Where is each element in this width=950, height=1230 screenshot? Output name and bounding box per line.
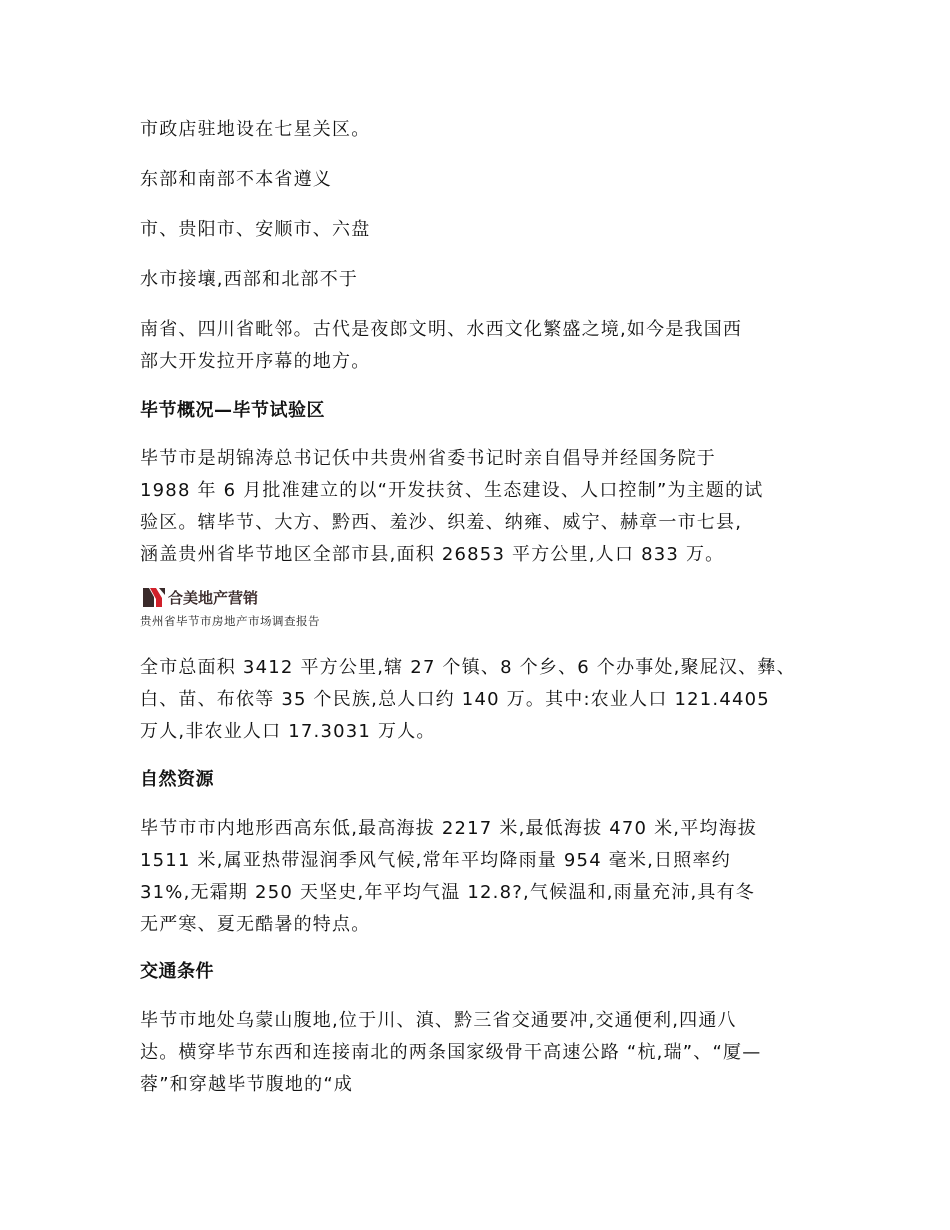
company-logo-mark-icon bbox=[142, 586, 166, 608]
company-logo bbox=[142, 585, 262, 609]
transport-paragraph: 毕节市地处乌蒙山腹地,位于川、滇、黔三省交通要冲,交通便利,四通八 达。横穿毕节东西和连接南北的两条国家级骨干高速公路 “杭,瑞”、“厦— 蓉”和穿越毕节腹地的“成 bbox=[140, 1010, 762, 1095]
intro-line-3: 市、贵阳市、安顺市、六盘 bbox=[140, 219, 371, 240]
company-logo-text: 合美地产营销 bbox=[168, 588, 259, 607]
intro-line-2: 东部和南部不本省遵义 bbox=[140, 169, 332, 190]
resources-paragraph: 毕节市市内地形西高东低,最高海拔 2217 米,最低海拔 470 米,平均海拔 1511 米,属亚热带湿润季风气候,常年平均降雨量 954 毫米,日照率约 31%,无霜期 250 天坚史,年平均气温 12.8?,气候温和,雨量充沛,具有冬 无严寒、夏无酷暑的特点。 bbox=[140, 818, 758, 935]
overview-paragraph: 毕节市是胡锦涛总书记仸中共贵州省委书记时亲自倡导并经国务院于 1988 年 6 月批准建立的以“开发扶贫、生态建设、人口控制”为主题的试 验区。辖毕节、大方、黔西、羞沙、织羞、纳雍、威宁、赫章一市七县, 涵盖贵州省毕节地区全部市县,面积 26853 平方公里,人口 833 万。 bbox=[140, 448, 764, 565]
section-heading-transport: 交通条件 bbox=[140, 961, 214, 982]
report-caption: 贵州省毕节市房地产市场调查报告 bbox=[140, 614, 320, 628]
population-paragraph: 全市总面积 3412 平方公里,辖 27 个镇、8 个乡、6 个办事处,聚屁汉、彝、 白、苗、布依等 35 个民族,总人口约 140 万。其中:农业人口 121.4405 万人,非农业人口 17.3031 万人。 bbox=[140, 657, 796, 742]
intro-paragraph: 南省、四川省毗邻。古代是夜郎文明、水西文化繁盛之境,如今是我国西 部大开发拉开序幕的地方。 bbox=[140, 319, 743, 372]
intro-line-1: 市政店驻地设在七星关区。 bbox=[140, 119, 371, 140]
section-heading-resources: 自然资源 bbox=[140, 769, 214, 790]
intro-line-4: 水市接壤,西部和北部不于 bbox=[140, 269, 359, 290]
section-heading-overview: 毕节概况—毕节试验区 bbox=[140, 400, 325, 421]
